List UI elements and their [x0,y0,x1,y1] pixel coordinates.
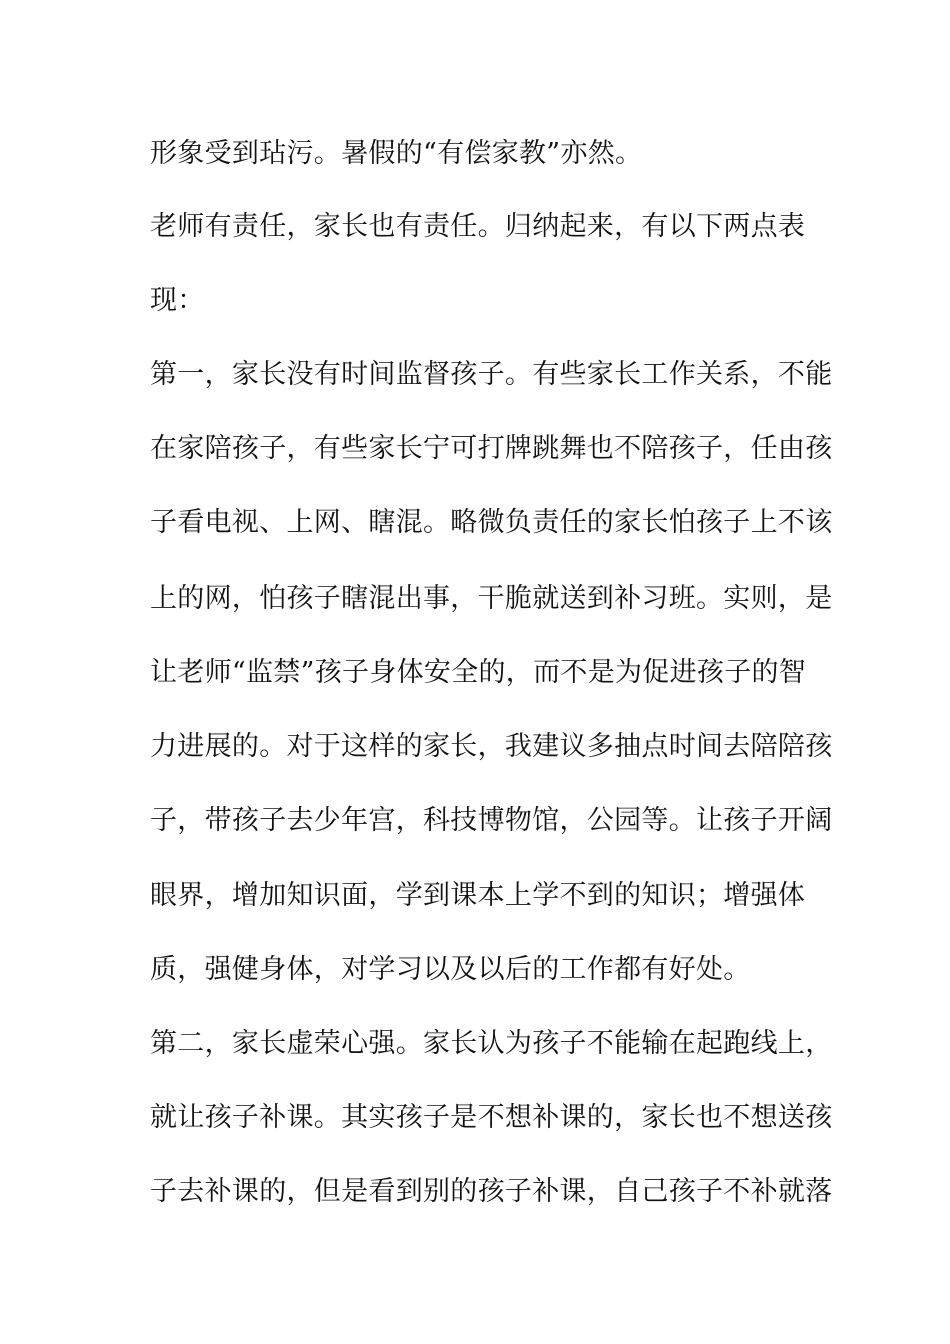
text-line: 让老师“监禁”孩子身体安全的，而不是为促进孩子的智 [150,657,807,688]
text-line: 就让孩子补课。其实孩子是不想补课的，家长也不想送孩 [150,1102,833,1133]
text-line: 子，带孩子去少年宫，科技博物馆，公园等。让孩子开阔 [150,805,833,836]
text-line: 第二，家长虚荣心强。家长认为孩子不能输在起跑线上， [150,1028,833,1059]
text-line: 质，强健身体，对学习以及以后的工作都有好处。 [150,954,751,985]
text-line: 第一，家长没有时间监督孩子。有些家长工作关系，不能 [150,359,833,390]
text-line: 现： [150,285,205,316]
text-line: 上的网，怕孩子瞎混出事，干脆就送到补习班。实则，是 [150,583,833,614]
text-line: 形象受到玷污。暑假的“有偿家教”亦然。 [150,138,643,169]
text-line: 子看电视、上网、瞎混。略微负责任的家长怕孩子上不该 [150,507,833,538]
text-line: 力进展的。对于这样的家长，我建议多抽点时间去陪陪孩 [150,731,833,762]
text-line: 在家陪孩子，有些家长宁可打牌跳舞也不陪孩子，任由孩 [150,433,833,464]
text-line: 子去补课的，但是看到别的孩子补课，自己孩子不补就落 [150,1176,833,1207]
text-line: 眼界，增加知识面，学到课本上学不到的知识；增强体 [150,880,806,911]
text-line: 老师有责任，家长也有责任。归纳起来，有以下两点表 [150,211,806,242]
